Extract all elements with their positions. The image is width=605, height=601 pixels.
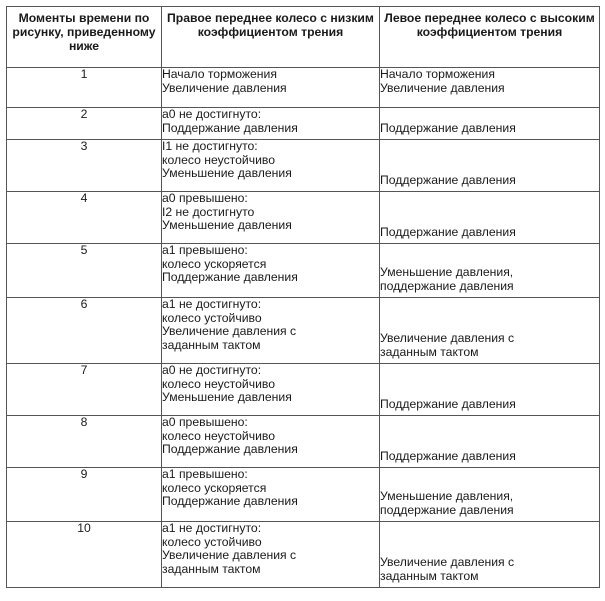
left-wheel-line: заданным тактом [380,344,479,359]
left-wheel-lines [380,244,599,293]
right-wheel-line: I1 не достигнуто: [162,139,258,153]
table-row [7,522,600,588]
moment-cell: 6 [7,298,162,364]
left-wheel-line: заданным тактом [380,568,479,583]
moment-cell: 5 [7,244,162,298]
left-wheel-lines [380,522,599,583]
right-wheel-line: Уменьшение давления [162,390,292,404]
right-wheel-line: a0 превышено: [162,191,248,205]
right-wheel-line: Уменьшение давления [162,166,292,180]
left-wheel-line: Начало торможения [380,67,495,81]
left-wheel-line: Поддержание давления [380,120,516,135]
left-wheel-line: Поддержание давления [380,224,516,239]
right-wheel-line: I2 не достигнуто [162,204,255,219]
right-wheel-line: Увеличение давления с [162,324,297,338]
right-wheel-line: Начало торможения [162,67,277,81]
right-wheel-line: Поддержание давления [162,120,298,135]
left-wheel-cell [380,244,600,298]
table-row [7,468,600,522]
table-row [7,68,600,108]
header-left-wheel: Левое переднее колесо с высоким коэффициентом трения [380,7,600,68]
moment-cell: 8 [7,416,162,468]
left-wheel-lines [380,140,599,187]
left-wheel-line: Уменьшение давления, [380,489,514,503]
right-wheel-line: колесо неустойчиво [162,428,275,443]
left-wheel-line: Уменьшение давления, [380,265,514,279]
table-row [7,140,600,192]
right-wheel-cell [162,244,380,298]
table-body [7,68,600,588]
left-wheel-cell [380,522,600,588]
header-moments: Моменты времени по рисунку, приведенному ниже [7,7,162,68]
moment-cell: 1 [7,68,162,108]
left-wheel-cell [380,416,600,468]
right-wheel-line: a0 не достигнуто: [162,363,262,377]
right-wheel-cell [162,68,380,108]
left-wheel-lines [380,364,599,411]
left-wheel-lines [380,192,599,239]
left-wheel-cell [380,364,600,416]
right-wheel-line: a1 превышено: [162,243,248,257]
moment-cell: 9 [7,468,162,522]
header-right-wheel: Правое переднее колесо с низким коэффициентом трения [162,7,380,68]
table-row [7,364,600,416]
left-wheel-cell [380,68,600,108]
left-wheel-lines [380,298,599,359]
left-wheel-line: Увеличение давления с [380,555,515,569]
left-wheel-cell [380,468,600,522]
right-wheel-cell [162,364,380,416]
right-wheel-line: a1 не достигнуто: [162,297,262,311]
right-wheel-cell [162,140,380,192]
left-wheel-line: Поддержание давления [380,448,516,463]
right-wheel-cell [162,416,380,468]
table-row [7,298,600,364]
table-row [7,244,600,298]
table-row [7,416,600,468]
right-wheel-line: Уменьшение давления [162,218,292,232]
abs-control-table [6,6,600,588]
moment-cell: 7 [7,364,162,416]
left-wheel-cell [380,192,600,244]
right-wheel-line: колесо устойчиво [162,534,262,549]
moment-cell: 3 [7,140,162,192]
right-wheel-cell [162,108,380,140]
moment-cell: 2 [7,108,162,140]
left-wheel-cell [380,140,600,192]
left-wheel-line: поддержание давления [380,278,514,293]
left-wheel-lines [380,108,599,135]
right-wheel-cell [162,192,380,244]
table-header [7,7,600,68]
right-wheel-line: Поддержание давления [162,270,298,284]
left-wheel-line: Поддержание давления [380,172,516,187]
left-wheel-cell [380,298,600,364]
right-wheel-line: колесо неустойчиво [162,376,275,391]
table-row [7,108,600,140]
right-wheel-line: a1 превышено: [162,467,248,481]
right-wheel-line: колесо неустойчиво [162,152,275,167]
moment-cell: 4 [7,192,162,244]
table-row [7,192,600,244]
right-wheel-line: заданным тактом [162,337,261,352]
left-wheel-line: Увеличение давления с [380,331,515,345]
left-wheel-line: поддержание давления [380,502,514,517]
left-wheel-cell [380,108,600,140]
moment-cell: 10 [7,522,162,588]
right-wheel-line: a0 не достигнуто: [162,107,262,121]
left-wheel-line: Поддержание давления [380,396,516,411]
left-wheel-lines [380,68,599,103]
left-wheel-lines [380,468,599,517]
header-row [7,7,600,68]
right-wheel-line: колесо ускоряется [162,256,267,271]
right-wheel-cell [162,522,380,588]
right-wheel-cell [162,298,380,364]
right-wheel-line: Поддержание давления [162,442,298,456]
right-wheel-line: a0 превышено: [162,415,248,429]
right-wheel-line: заданным тактом [162,561,261,576]
right-wheel-line: Поддержание давления [162,494,298,508]
right-wheel-line: колесо устойчиво [162,310,262,325]
right-wheel-line: Увеличение давления с [162,548,297,562]
right-wheel-line: a1 не достигнуто: [162,521,262,535]
right-wheel-line: Увеличение давления [162,80,287,95]
left-wheel-line: Увеличение давления [380,80,505,95]
left-wheel-lines [380,416,599,463]
right-wheel-line: колесо ускоряется [162,480,267,495]
right-wheel-cell [162,468,380,522]
